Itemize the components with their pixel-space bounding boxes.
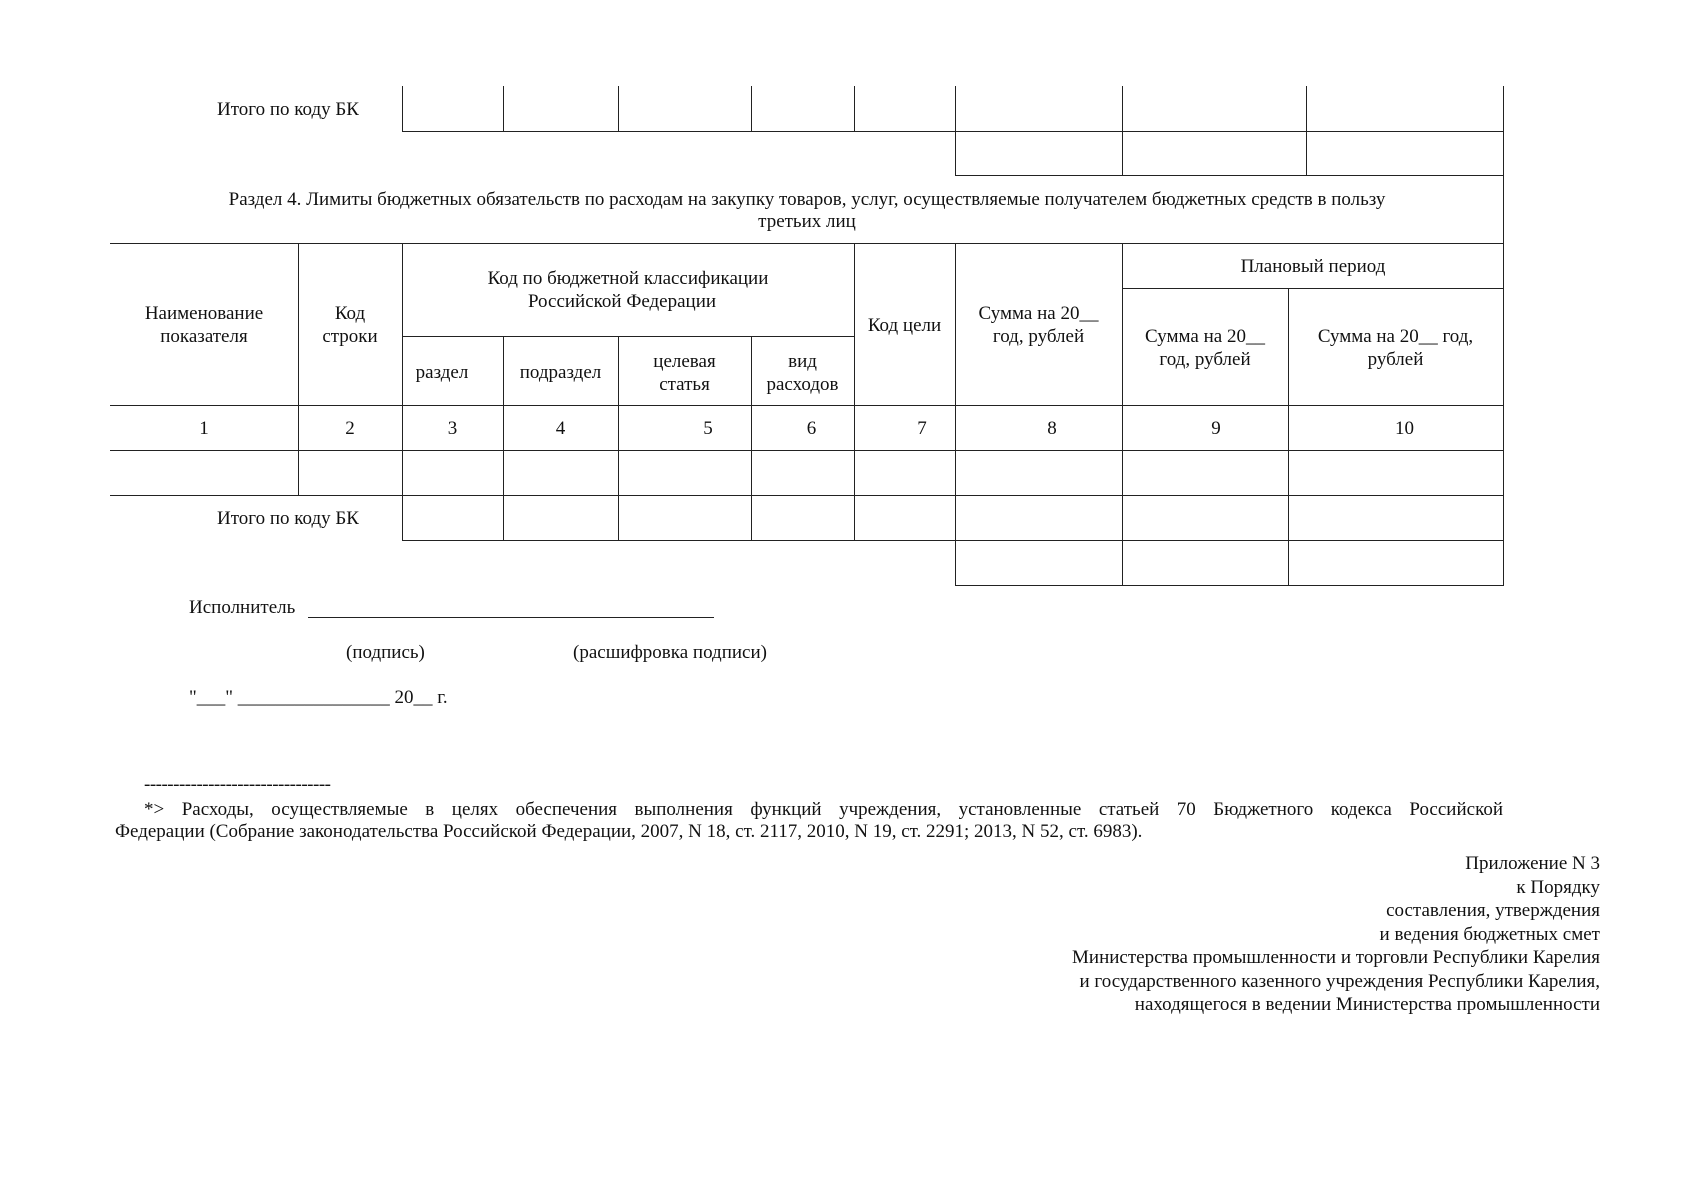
footnote-line-1: *> Расходы, осуществляемые в целях обеспечения выполнения функций учреждения, установленные статьей 70 Бюджетного кодекса Российской	[144, 799, 1503, 820]
column-number-2: 2	[345, 418, 355, 439]
column-number-9: 9	[1211, 418, 1221, 439]
top-total-label: Итого по коду БК	[217, 99, 359, 120]
column-number-6: 6	[806, 418, 817, 439]
appendix-header	[1072, 852, 1600, 1017]
header-sum-year-after: Сумма на 20__ год, рублей	[1317, 326, 1474, 370]
header-sum-next-year: Сумма на 20__ год, рублей	[1145, 326, 1265, 370]
header-goal-code: Код цели	[867, 315, 942, 336]
column-number-10: 10	[1395, 418, 1414, 439]
header-sum-current-year: Сумма на 20__ год, рублей	[978, 303, 1099, 347]
footnote-line-2: Федерации (Собрание законодательства Российской Федерации, 2007, N 18, ст. 2117, 2010, N 19, ст. 2291; 2013, N 52, ст. 6983).	[115, 821, 1143, 842]
signature-caption: (подпись)	[346, 642, 425, 663]
appendix-line-2: к Порядку	[1516, 876, 1600, 898]
column-number-8: 8	[1047, 418, 1057, 439]
appendix-line-1: Приложение N 3	[1465, 853, 1600, 874]
executor-signature-line	[308, 617, 714, 618]
appendix-line-7: находящегося в ведении Министерства промышленности	[1134, 994, 1600, 1015]
header-row-code: Код строки	[322, 303, 378, 347]
header-planning-period: Плановый период	[1240, 256, 1386, 277]
header-expense-type: вид расходов	[766, 351, 839, 395]
section-4-title-line-2: третьих лиц	[758, 211, 856, 232]
column-number-4: 4	[555, 418, 566, 439]
section-4-title-line-1: Раздел 4. Лимиты бюджетных обязательств по расходам на закупку товаров, услуг, осуществляемые получателем бюджетных средств в пользу	[228, 189, 1386, 210]
signature-decoding-caption: (расшифровка подписи)	[573, 642, 767, 663]
header-budget-classification: Код по бюджетной классификации Российской Федерации	[487, 268, 769, 312]
column-number-5: 5	[703, 418, 713, 439]
appendix-line-5: Министерства промышленности и торговли Республики Карелия	[1072, 947, 1600, 968]
header-target-article: целевая статья	[653, 351, 716, 395]
column-number-3: 3	[447, 418, 458, 439]
appendix-line-6: и государственного казенного учреждения Республики Карелия,	[1079, 970, 1600, 992]
column-number-1: 1	[199, 418, 209, 439]
executor-label: Исполнитель	[189, 597, 296, 618]
header-subsection: подраздел	[519, 362, 602, 383]
date-line: "___" ________________ 20__ г.	[189, 687, 448, 708]
appendix-line-3: составления, утверждения	[1386, 900, 1600, 921]
appendix-line-4: и ведения бюджетных смет	[1379, 923, 1600, 945]
total-row-label: Итого по коду БК	[217, 508, 359, 529]
header-section: раздел	[415, 362, 469, 383]
column-number-7: 7	[917, 418, 927, 439]
header-name: Наименование показателя	[144, 303, 264, 347]
footnote-separator: --------------------------------	[144, 774, 331, 795]
